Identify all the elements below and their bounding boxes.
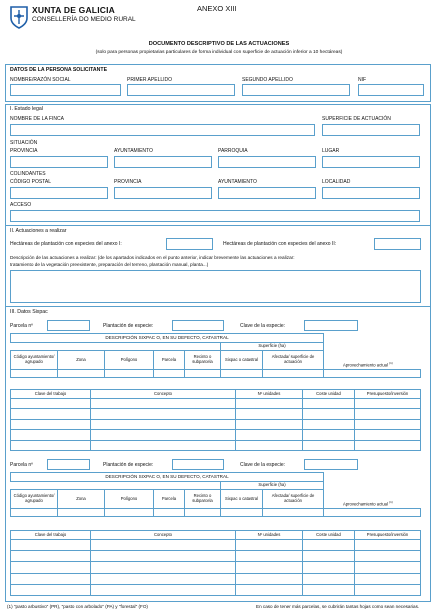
cell[interactable] bbox=[263, 370, 324, 378]
cell[interactable] bbox=[355, 584, 421, 595]
cell[interactable] bbox=[355, 409, 421, 419]
footer-extra: En caso de tener más parcelas, se cubrirán tantas hojas como sean necesarias. bbox=[256, 604, 420, 609]
table-row bbox=[11, 399, 421, 409]
cell[interactable] bbox=[11, 440, 91, 450]
cell[interactable] bbox=[91, 399, 236, 409]
cell[interactable] bbox=[355, 540, 421, 551]
unit-cost-header-1: Coste unidad bbox=[303, 390, 355, 399]
species-plant-label-1: Plantación de especie: bbox=[103, 323, 154, 329]
unit-cost-header-2: Coste unidad bbox=[303, 531, 355, 540]
col-enclosure-2: Recinto o subparcela bbox=[185, 490, 221, 509]
parish-label: PARROQUIA bbox=[218, 148, 248, 154]
locality-label: LOCALIDAD bbox=[322, 179, 351, 185]
cell[interactable] bbox=[11, 370, 58, 378]
applicant-heading: DATOS DE LA PERSONA SOLICITANTE bbox=[10, 67, 108, 73]
parcel-label-2: Parcela nº bbox=[10, 462, 33, 468]
org-name: XUNTA DE GALICIA bbox=[32, 5, 116, 15]
cell[interactable] bbox=[91, 440, 236, 450]
cell[interactable] bbox=[11, 509, 58, 517]
table-row bbox=[11, 419, 421, 429]
cell[interactable] bbox=[105, 370, 154, 378]
locality-field[interactable] bbox=[322, 187, 420, 199]
work-key-header-2: Clave del trabajo bbox=[11, 531, 91, 540]
place-field[interactable] bbox=[322, 156, 420, 168]
description-field[interactable] bbox=[10, 270, 421, 303]
cell[interactable] bbox=[91, 562, 236, 573]
table-row bbox=[11, 562, 421, 573]
concept-header-1: Concepto bbox=[91, 390, 236, 399]
cell[interactable] bbox=[236, 584, 303, 595]
col-use-note: (1) bbox=[389, 500, 393, 504]
cell[interactable] bbox=[355, 573, 421, 584]
council-field[interactable] bbox=[114, 156, 212, 168]
boundaries-label: COLINDANTES bbox=[10, 171, 46, 177]
cell[interactable] bbox=[303, 399, 355, 409]
divider-actions bbox=[5, 225, 431, 226]
description-line2: tratamiento de la vegetación preexistente, preparación del terreno, plantación manual, planta...) bbox=[10, 262, 209, 267]
ha-annex1-label: Hectáreas de plantación con especies del anexo I: bbox=[10, 241, 122, 247]
species-plant-label-2: Plantación de especie: bbox=[103, 462, 154, 468]
species-key-label-1: Clave de la especie: bbox=[240, 323, 286, 329]
annex-label: ANEXO XIII bbox=[197, 4, 237, 13]
sixpac-title-2: DESCRIPCIÓN SIXPAC O, EN SU DEFECTO, CATASTRAL bbox=[11, 473, 324, 482]
sixpac-title-1: DESCRIPCIÓN SIXPAC O, EN SU DEFECTO, CATASTRAL bbox=[11, 334, 324, 343]
cell[interactable] bbox=[11, 551, 91, 562]
legal-heading: I. Estado legal bbox=[10, 106, 43, 112]
nif-label: NIF bbox=[358, 77, 367, 83]
cell[interactable] bbox=[11, 430, 91, 440]
cell[interactable] bbox=[11, 419, 91, 429]
col-parcel-1: Parcela bbox=[154, 351, 185, 370]
cell[interactable] bbox=[303, 573, 355, 584]
works-table-1 bbox=[10, 389, 421, 451]
col-sixpac-2: Sixpac o catastral bbox=[221, 490, 263, 509]
cell[interactable] bbox=[355, 430, 421, 440]
cell[interactable] bbox=[11, 409, 91, 419]
parcel-field-2[interactable] bbox=[47, 459, 90, 470]
cell[interactable] bbox=[236, 430, 303, 440]
cell[interactable] bbox=[236, 409, 303, 419]
cell[interactable] bbox=[91, 573, 236, 584]
col-zone-2: Zona bbox=[58, 490, 105, 509]
farm-name-field[interactable] bbox=[10, 124, 315, 136]
surname2-field[interactable] bbox=[242, 84, 350, 96]
col-enclosure-1: Recinto o subparcela bbox=[185, 351, 221, 370]
cell[interactable] bbox=[355, 551, 421, 562]
col-use-2 bbox=[343, 501, 393, 507]
footer-note: (1) "pasto arbustivo" (PR), "pasto con arbolado" (PA) y "forestal" (FO) bbox=[7, 604, 148, 609]
council2-field[interactable] bbox=[218, 187, 316, 199]
surface-header-2: Superficie (ha) bbox=[221, 482, 324, 490]
cell[interactable] bbox=[221, 370, 263, 378]
cell[interactable] bbox=[355, 399, 421, 409]
cell[interactable] bbox=[263, 509, 324, 517]
cell[interactable] bbox=[11, 562, 91, 573]
access-field[interactable] bbox=[10, 210, 420, 222]
table-row bbox=[11, 551, 421, 562]
cell[interactable] bbox=[303, 551, 355, 562]
cell[interactable] bbox=[91, 584, 236, 595]
province-field[interactable] bbox=[10, 156, 108, 168]
budget-header-1: Presupuesto/inversión bbox=[355, 390, 421, 399]
cell[interactable] bbox=[236, 562, 303, 573]
actions-heading: II. Actuaciones a realizar bbox=[10, 228, 67, 234]
province2-field[interactable] bbox=[114, 187, 212, 199]
cell[interactable] bbox=[355, 419, 421, 429]
work-key-header-1: Clave del trabajo bbox=[11, 390, 91, 399]
cell[interactable] bbox=[185, 509, 221, 517]
col-parcel-2: Parcela bbox=[154, 490, 185, 509]
cell[interactable] bbox=[58, 509, 105, 517]
dept-name: CONSELLERÍA DO MEDIO RURAL bbox=[32, 16, 136, 23]
col-polygon-2: Polígono bbox=[105, 490, 154, 509]
col-code-2: Código ayuntamiento/ agrupado bbox=[11, 490, 58, 509]
cell[interactable] bbox=[11, 573, 91, 584]
postal-code-label: CÓDIGO POSTAL bbox=[10, 179, 52, 185]
table-row bbox=[11, 409, 421, 419]
surname2-label: SEGUNDO APELLIDO bbox=[242, 77, 293, 83]
area-field[interactable] bbox=[322, 124, 420, 136]
ha-annex2-field[interactable] bbox=[374, 238, 421, 250]
cell[interactable] bbox=[11, 584, 91, 595]
parish-field[interactable] bbox=[218, 156, 316, 168]
parcel-label-1: Parcela nº bbox=[10, 323, 33, 329]
species-plant-field-2[interactable] bbox=[172, 459, 224, 470]
sixpac-heading: III. Datos Sixpac bbox=[10, 309, 48, 315]
cell[interactable] bbox=[236, 440, 303, 450]
council-label: AYUNTAMIENTO bbox=[114, 148, 153, 154]
sixpac-table-1 bbox=[10, 333, 421, 388]
cell[interactable] bbox=[303, 440, 355, 450]
works-table-2 bbox=[10, 530, 421, 596]
province2-label: PROVINCIA bbox=[114, 179, 142, 185]
cell[interactable] bbox=[324, 370, 421, 378]
postal-code-field[interactable] bbox=[10, 187, 108, 199]
cell[interactable] bbox=[91, 409, 236, 419]
doc-title: DOCUMENTO DESCRIPTIVO DE LAS ACTUACIONES bbox=[148, 41, 290, 47]
table-row bbox=[11, 540, 421, 551]
cell[interactable] bbox=[303, 562, 355, 573]
ha-annex2-label: Hectáreas de plantación con especies del anexo II: bbox=[223, 241, 337, 247]
cell[interactable] bbox=[303, 409, 355, 419]
col-polygon-1: Polígono bbox=[105, 351, 154, 370]
col-use-note: (1) bbox=[389, 361, 393, 365]
divider-sixpac bbox=[5, 306, 431, 307]
cell[interactable] bbox=[303, 584, 355, 595]
cell[interactable] bbox=[324, 509, 421, 517]
col-zone-1: Zona bbox=[58, 351, 105, 370]
name-label: NOMBRE/RAZÓN SOCIAL bbox=[10, 77, 71, 83]
situation-label: SITUACIÓN bbox=[10, 140, 38, 146]
surname1-field[interactable] bbox=[127, 84, 235, 96]
col-code-1: Código ayuntamiento/ agrupado bbox=[11, 351, 58, 370]
description-line1: Descripción de las actuaciones a realizar: (de los apartados indicados en el punto anterior, indicar brevemente las actuaciones a realizar: bbox=[10, 255, 295, 260]
table-row bbox=[11, 430, 421, 440]
units-header-2: Nº unidades bbox=[236, 531, 303, 540]
cell[interactable] bbox=[11, 540, 91, 551]
col-use-label: Aprovechamiento actual bbox=[343, 501, 388, 507]
concept-header-2: Concepto bbox=[91, 531, 236, 540]
cell[interactable] bbox=[105, 509, 154, 517]
species-key-field-2[interactable] bbox=[304, 459, 358, 470]
nif-field[interactable] bbox=[358, 84, 424, 96]
species-key-field-1[interactable] bbox=[304, 320, 358, 331]
table-row bbox=[11, 584, 421, 595]
surface-header-1: Superficie (ha) bbox=[221, 343, 324, 351]
cell[interactable] bbox=[185, 370, 221, 378]
species-plant-field-1[interactable] bbox=[172, 320, 224, 331]
col-affected-1: Afectada/ superficie de actuación bbox=[263, 351, 324, 370]
species-key-label-2: Clave de la especie: bbox=[240, 462, 286, 468]
cell[interactable] bbox=[303, 540, 355, 551]
table-row bbox=[11, 440, 421, 450]
cell[interactable] bbox=[11, 399, 91, 409]
budget-header-2: Presupuesto/inversión bbox=[355, 531, 421, 540]
cell[interactable] bbox=[355, 562, 421, 573]
col-affected-2: Afectada/ superficie de actuación bbox=[263, 490, 324, 509]
cell[interactable] bbox=[236, 573, 303, 584]
col-sixpac-1: Sixpac o catastral bbox=[221, 351, 263, 370]
province-label: PROVINCIA bbox=[10, 148, 38, 154]
col-use-label: Aprovechamiento actual bbox=[343, 362, 388, 368]
parcel-field-1[interactable] bbox=[47, 320, 90, 331]
cell[interactable] bbox=[355, 440, 421, 450]
access-label: ACCESO bbox=[10, 202, 32, 208]
farm-name-label: NOMBRE DE LA FINCA bbox=[10, 116, 64, 122]
cell[interactable] bbox=[221, 509, 263, 517]
cell[interactable] bbox=[236, 540, 303, 551]
ha-annex1-field[interactable] bbox=[166, 238, 213, 250]
cell[interactable] bbox=[58, 370, 105, 378]
xunta-logo bbox=[7, 5, 31, 29]
cell[interactable] bbox=[91, 419, 236, 429]
cell[interactable] bbox=[236, 419, 303, 429]
place-label: LUGAR bbox=[322, 148, 340, 154]
col-use-1 bbox=[343, 362, 393, 368]
cell[interactable] bbox=[236, 399, 303, 409]
cell[interactable] bbox=[236, 551, 303, 562]
sixpac-table-2 bbox=[10, 472, 421, 527]
council2-label: AYUNTAMIENTO bbox=[218, 179, 257, 185]
table-row bbox=[11, 573, 421, 584]
units-header-1: Nº unidades bbox=[236, 390, 303, 399]
cell[interactable] bbox=[91, 430, 236, 440]
cell[interactable] bbox=[303, 430, 355, 440]
name-field[interactable] bbox=[10, 84, 121, 96]
surname1-label: PRIMER APELLIDO bbox=[127, 77, 173, 83]
cell[interactable] bbox=[154, 509, 185, 517]
doc-subtitle: (solo para personas propietarias particulares de forma individual con superficie de actuación inferior a 10 hectáreas) bbox=[95, 50, 343, 55]
area-label: SUPERFICIE DE ACTUACIÓN bbox=[322, 116, 391, 122]
cell[interactable] bbox=[303, 419, 355, 429]
logo-icon bbox=[7, 5, 31, 29]
cell[interactable] bbox=[91, 551, 236, 562]
cell[interactable] bbox=[91, 540, 236, 551]
cell[interactable] bbox=[154, 370, 185, 378]
